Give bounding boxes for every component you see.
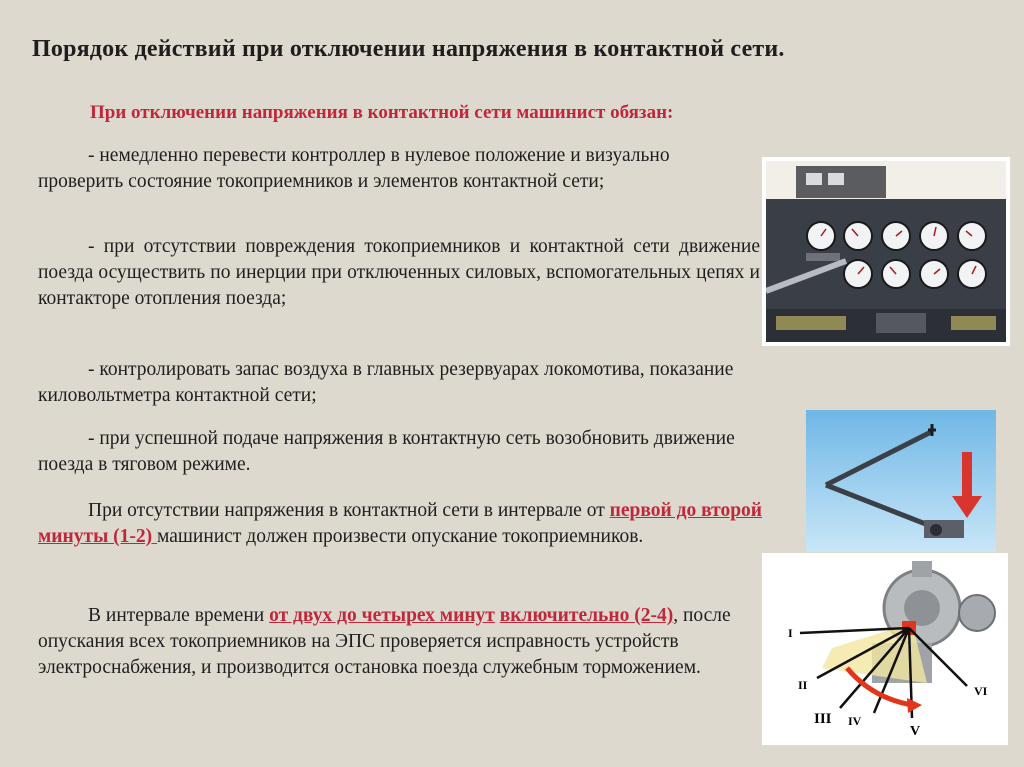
label-position-III: III [814,711,832,727]
instruction-item-3: - контролировать запас воздуха в главных резервуарах локомотива, показание киловольтметра контактной сети; [38,359,734,406]
label-position-I: I [788,626,793,640]
slide-subtitle: При отключении напряжения в контактной сети машинист обязан: [90,102,674,123]
para1-text-after: машинист должен произвести опускание токоприемников. [157,526,644,547]
label-position-VI: VI [974,684,988,698]
para1-text-before: При отсутствии напряжения в контактной сети в интервале от [88,500,610,521]
slide-title: Порядок действий при отключении напряжения в контактной сети. [32,36,785,62]
para1-highlight: первой до второй минуты (1-2) [38,500,763,547]
label-position-V: V [910,724,921,739]
label-position-II: II [798,678,808,692]
paragraph-two-four-minutes [38,603,738,681]
para2-highlight-2: включительно (2-4) [499,605,674,626]
paragraph-one-two-minutes [38,498,778,550]
instruction-item-1: - немедленно перевести контроллер в нулевое положение и визуально проверить состояние токоприемников и элементов контактной сети; [38,145,670,192]
label-position-IV: IV [848,714,862,728]
para2-text-after: , после опускания всех токоприемников на ЭПС проверяется исправность устройств электроснабжения, и производится остановка поезда служебным торможением. [38,605,731,678]
instruction-item-2: - при отсутствии повреждения токоприемников и контактной сети движение поезда осуществить по инерции при отключенных силовых, вспомогательных цепях и контакторе отопления поезда; [38,236,760,309]
pantograph-photo [806,410,996,552]
control-panel-photo [762,157,1010,346]
controller-diagram [762,553,1008,745]
para2-text-before: В интервале времени [88,605,270,626]
instruction-item-4: - при успешной подаче напряжения в контактную сеть возобновить движение поезда в тяговом режиме. [38,428,735,475]
para2-highlight-1: от двух до четырех минут [269,605,495,626]
